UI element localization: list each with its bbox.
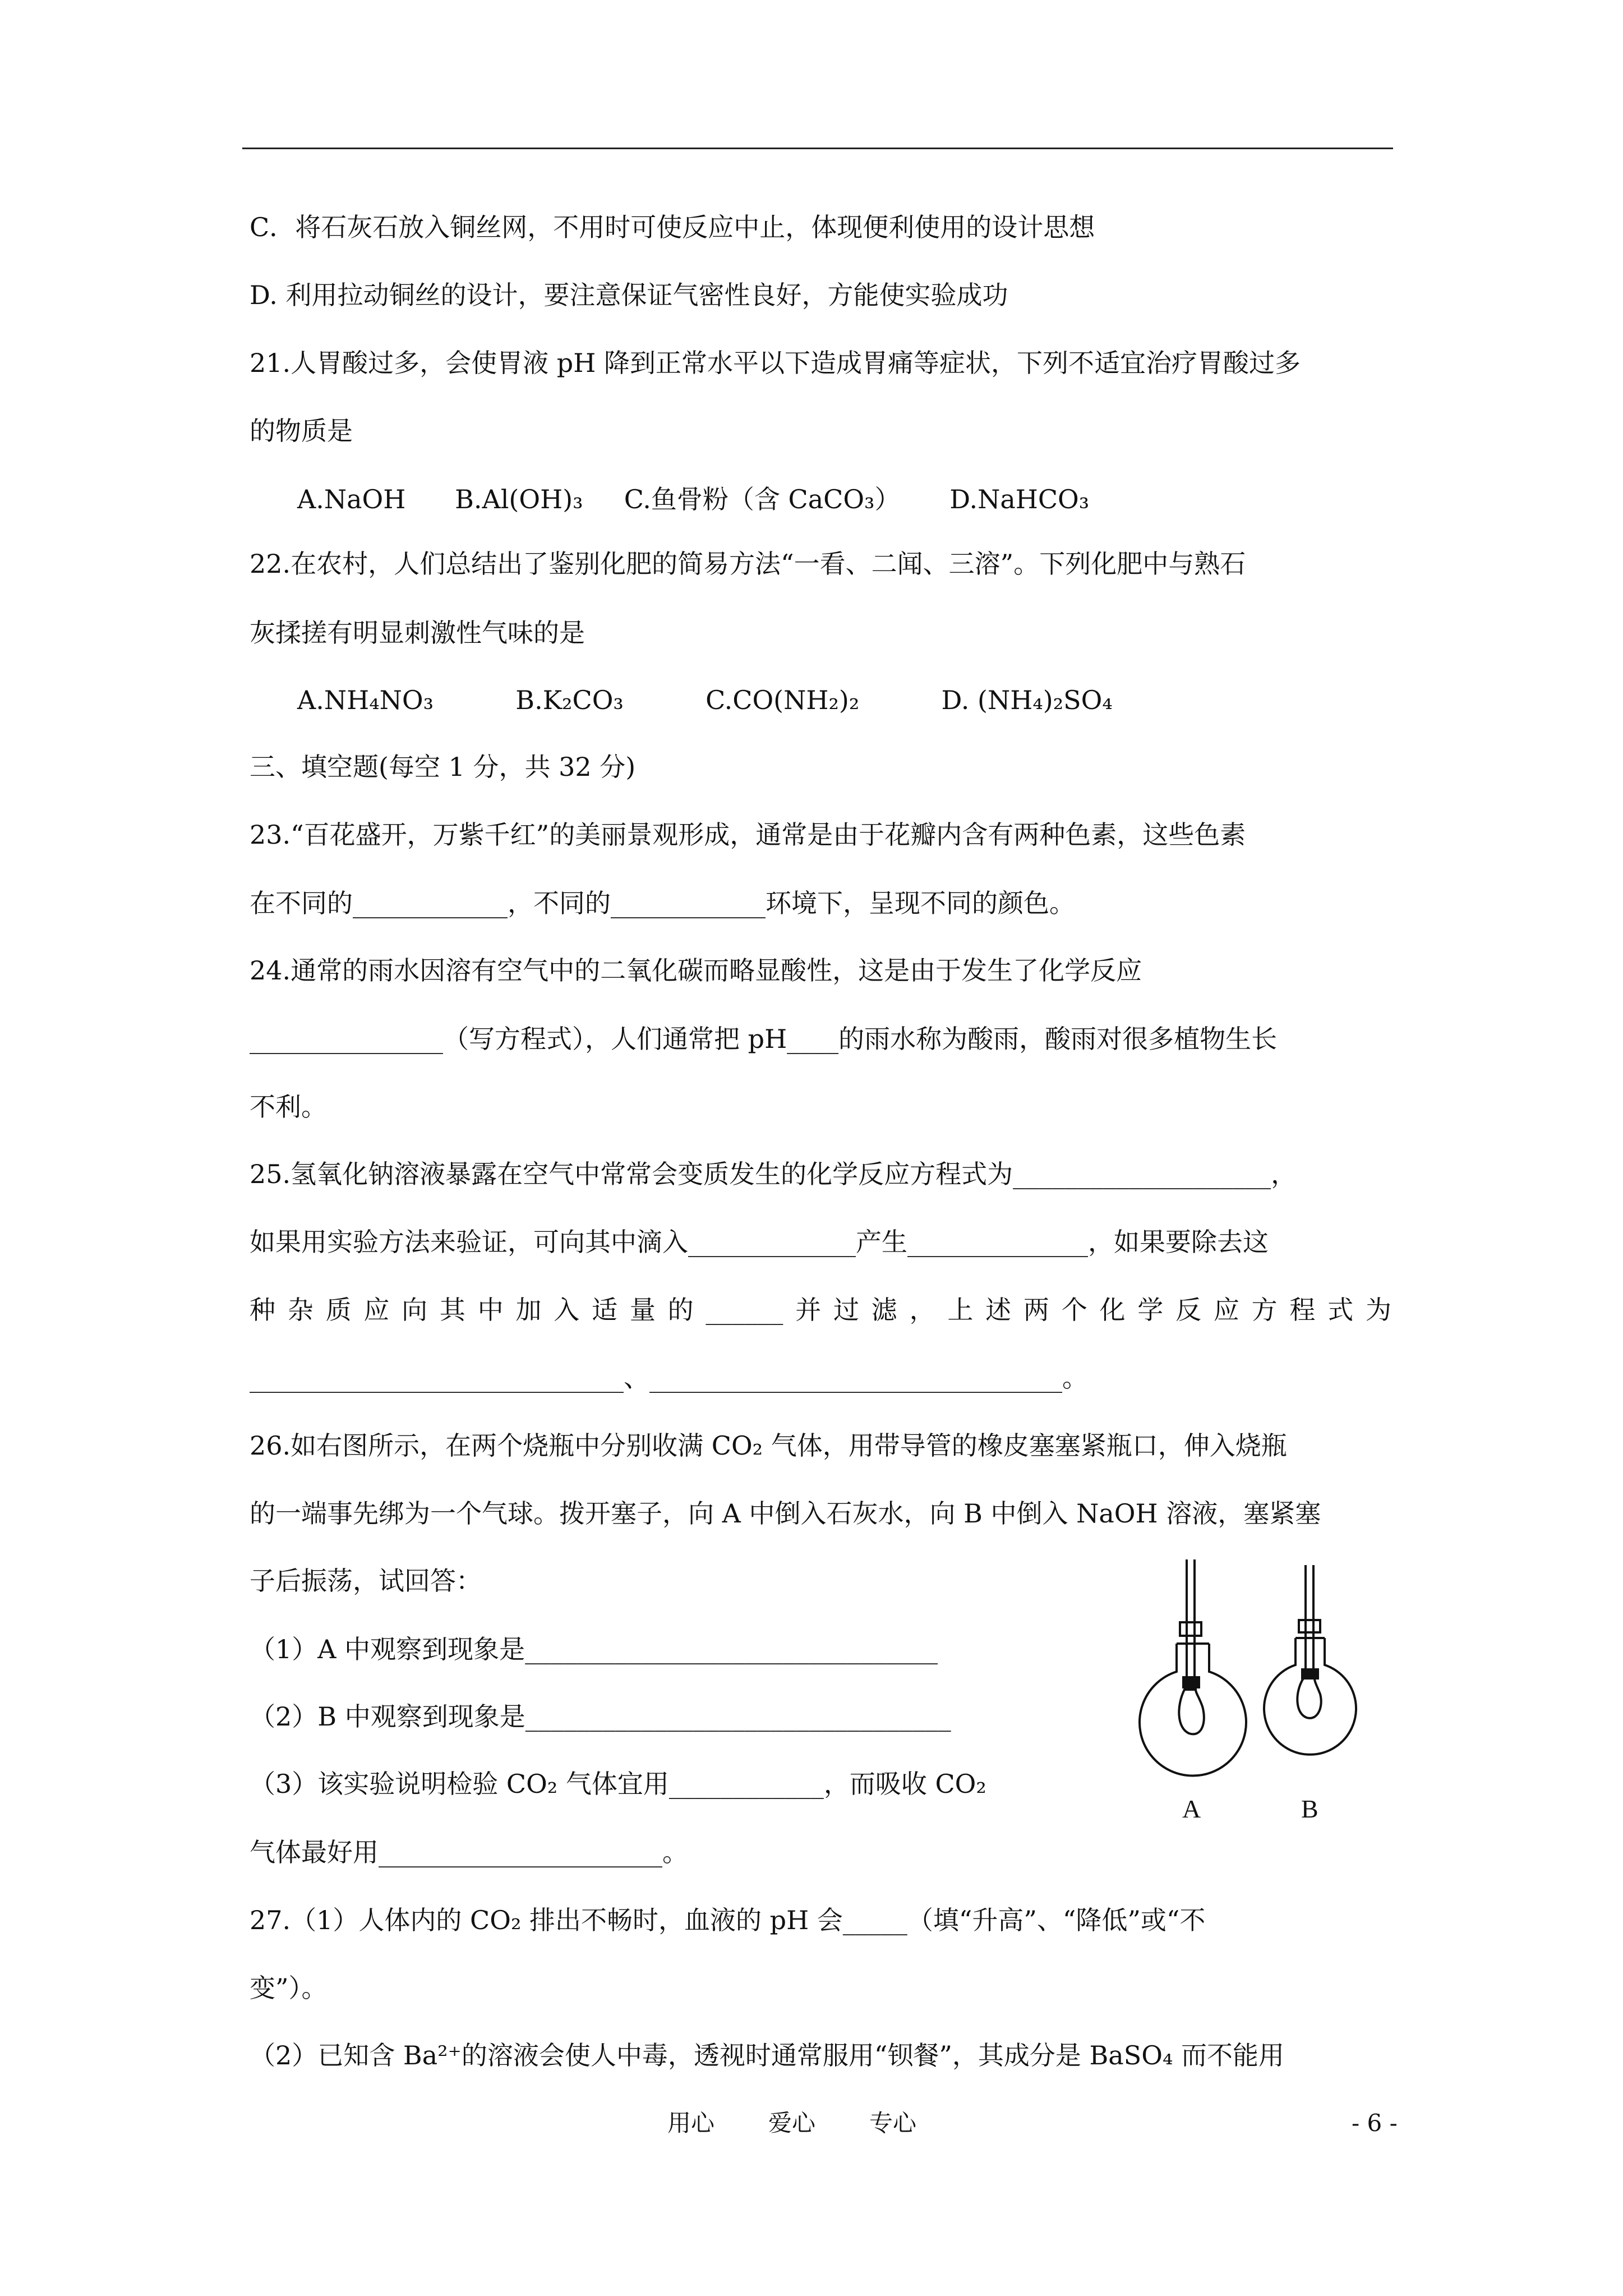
question-26-line-1: 26.如右图所示，在两个烧瓶中分别收满 CO₂ 气体，用带导管的橡皮塞塞紧瓶口，伸入烧瓶 (250, 1430, 1287, 1461)
question-25-line-2: 如果用实验方法来验证，可向其中滴入_____________产生______________，如果要除去这 (250, 1227, 1269, 1257)
question-21-options: A.NaOH B.Al(OH)₃ C.鱼骨粉（含 CaCO₃） D.NaHCO₃ (297, 484, 1090, 514)
question-25-line-3: 种杂质应向其中加入适量的______并过滤，上述两个化学反应方程式为 (250, 1295, 1391, 1325)
question-24-line-3: 不利。 (250, 1092, 327, 1122)
question-25-line-1: 25.氢氧化钠溶液暴露在空气中常常会变质发生的化学反应方程式为____________________， (250, 1159, 1297, 1189)
flask-b (1264, 1565, 1356, 1755)
section-3-heading: 三、填空题(每空 1 分，共 32 分) (250, 752, 636, 782)
option-c-line: C．将石灰石放入铜丝网，不用时可使反应中止，体现便利使用的设计思想 (250, 212, 1095, 242)
flask-b-label: B (1301, 1795, 1318, 1823)
question-27-line-2: 变”）。 (250, 1973, 328, 2003)
header-rule (242, 148, 1393, 149)
question-26-sub-2: （2）B 中观察到现象是_________________________________ (250, 1701, 951, 1732)
question-26-sub-3: （3）该实验说明检验 CO₂ 气体宜用____________，而吸收 CO₂ (250, 1769, 986, 1799)
question-22-line-1: 22.在农村，人们总结出了鉴别化肥的简易方法“一看、二闻、三溶”。下列化肥中与熟石 (250, 549, 1246, 579)
question-21-line-2: 的物质是 (250, 416, 353, 446)
question-22-line-2: 灰揉搓有明显刺激性气味的是 (250, 618, 585, 648)
question-25-line-4: _____________________________、________________________________。 (250, 1363, 1088, 1393)
question-24-line-2: _______________（写方程式），人们通常把 pH____的雨水称为酸雨，酸雨对很多植物生长 (250, 1024, 1278, 1054)
question-21-line-1: 21.人胃酸过多，会使胃液 pH 降到正常水平以下造成胃痛等症状，下列不适宜治疗胃酸过多 (250, 348, 1301, 378)
question-27-sub-2: （2）已知含 Ba²⁺的溶液会使人中毒，透视时通常服用“钡餐”，其成分是 BaSO₄ 而不能用 (250, 2040, 1285, 2070)
flask-diagram (1137, 1559, 1395, 1834)
question-24-line-1: 24.通常的雨水因溶有空气中的二氧化碳而略显酸性，这是由于发生了化学反应 (250, 955, 1142, 986)
footer-word-3: 专心 (869, 2109, 917, 2137)
flask-a (1140, 1559, 1246, 1775)
flask-figure (1137, 1559, 1395, 1834)
question-23-line-1: 23.“百花盛开，万紫千红”的美丽景观形成，通常是由于花瓣内含有两种色素，这些色素 (250, 820, 1246, 850)
question-26-sub-3-cont: 气体最好用______________________。 (250, 1837, 688, 1867)
page-number: - 6 - (1352, 2109, 1398, 2137)
question-23-line-2: 在不同的____________，不同的____________环境下，呈现不同的颜色。 (250, 888, 1075, 918)
question-26-sub-1: （1）A 中观察到现象是________________________________ (250, 1634, 938, 1664)
question-22-options: A.NH₄NO₃ B.K₂CO₃ C.CO(NH₂)₂ D. (NH₄)₂SO₄ (297, 685, 1113, 715)
question-26-line-3: 子后振荡，试回答： (250, 1566, 482, 1596)
option-d-line: D. 利用拉动铜丝的设计，要注意保证气密性良好，方能使实验成功 (250, 280, 1008, 310)
flask-a-label: A (1182, 1795, 1201, 1823)
question-27-line-1: 27.（1）人体内的 CO₂ 排出不畅时，血液的 pH 会_____（填“升高”、“降低”或“不 (250, 1905, 1206, 1935)
question-26-line-2: 的一端事先绑为一个气球。拨开塞子，向 A 中倒入石灰水，向 B 中倒入 NaOH 溶液，塞紧塞 (250, 1498, 1321, 1529)
footer-word-1: 用心 (667, 2109, 715, 2137)
footer-word-2: 爱心 (768, 2109, 816, 2137)
